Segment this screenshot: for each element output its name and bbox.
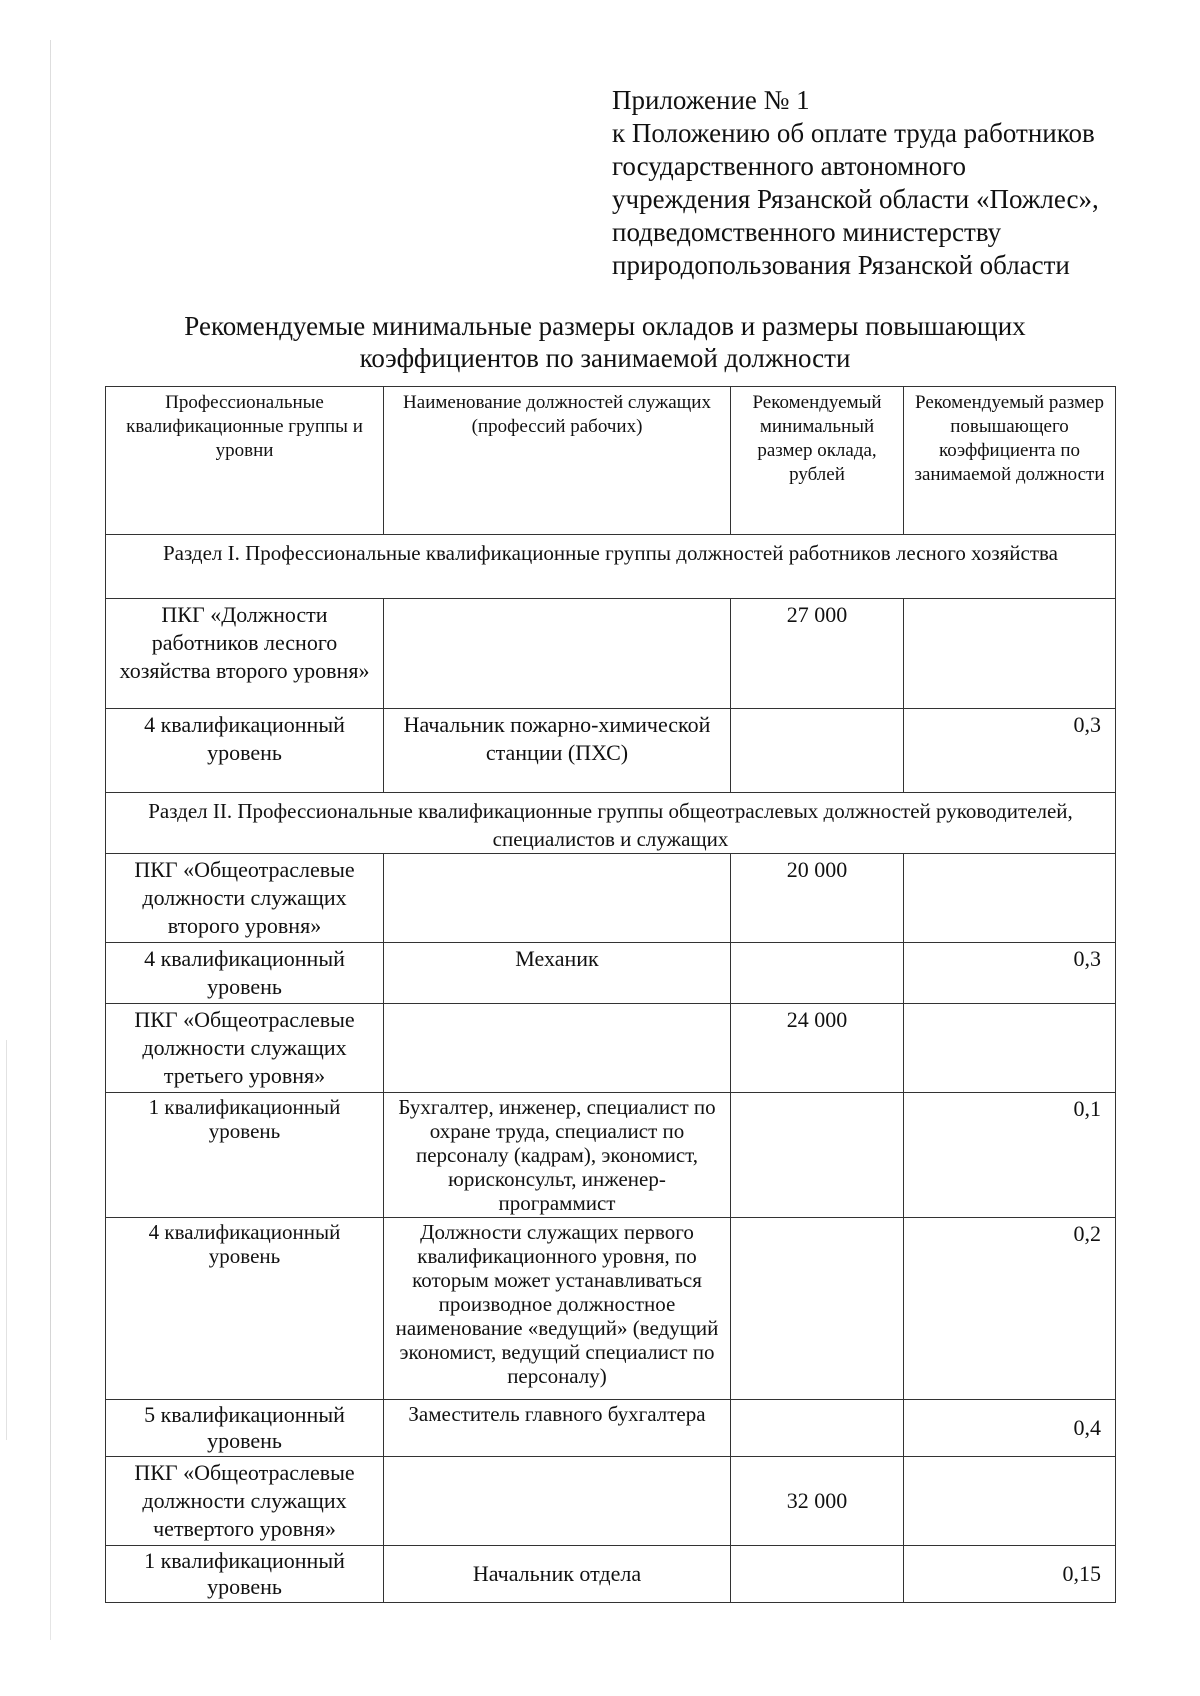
appendix-line: учреждения Рязанской области «Пожлес», xyxy=(612,184,1099,214)
group-cell: 4 квалификационный уровень xyxy=(106,943,384,1004)
position-cell: Начальник пожарно-химической станции (ПХС) xyxy=(384,709,731,793)
header-cell-coefficient: Рекомендуемый размер повышающего коэффициента по занимаемой должности xyxy=(904,387,1116,535)
appendix-header xyxy=(612,84,1172,282)
position-cell xyxy=(384,1004,731,1093)
group-cell: ПКГ «Общеотраслевые должности служащих третьего уровня» xyxy=(106,1004,384,1093)
group-cell: 1 квалификационный уровень xyxy=(106,1093,384,1218)
group-cell: 1 квалификационный уровень xyxy=(106,1546,384,1603)
coefficient-cell: 0,4 xyxy=(904,1400,1116,1457)
group-cell: ПКГ «Общеотраслевые должности служащих второго уровня» xyxy=(106,854,384,943)
group-cell: 5 квалификационный уровень xyxy=(106,1400,384,1457)
coefficient-cell xyxy=(904,854,1116,943)
coefficient-cell: 0,3 xyxy=(904,709,1116,793)
position-cell xyxy=(384,1457,731,1546)
coefficient-cell: 0,1 xyxy=(904,1093,1116,1218)
position-cell: Механик xyxy=(384,943,731,1004)
header-cell-salary: Рекомендуемый минимальный размер оклада, рублей xyxy=(731,387,904,535)
title-line-1: Рекомендуемые минимальные размеры окладов и размеры повышающих xyxy=(184,311,1026,341)
salary-cell xyxy=(731,709,904,793)
appendix-line: подведомственного министерству xyxy=(612,217,1002,247)
table-header-row xyxy=(106,387,1116,535)
scan-artifact-line xyxy=(50,40,51,1640)
section-title-2: Раздел II. Профессиональные квалификационные группы общеотраслевых должностей руководителей, специалистов и служащих xyxy=(106,793,1116,854)
position-cell: Должности служащих первого квалификационного уровня, по которым может устанавливаться производное должностное наименование «ведущий» (ведущий экономист, ведущий специалист по персоналу) xyxy=(384,1218,731,1400)
scan-artifact-line xyxy=(6,1040,7,1440)
header-cell-groups: Профессиональные квалификационные группы и уровни xyxy=(106,387,384,535)
salary-cell: 32 000 xyxy=(731,1457,904,1546)
coefficient-cell xyxy=(904,1457,1116,1546)
table-row xyxy=(106,1093,1116,1218)
position-cell: Заместитель главного бухгалтера xyxy=(384,1400,731,1457)
salary-cell xyxy=(731,1400,904,1457)
coefficient-cell: 0,15 xyxy=(904,1546,1116,1603)
table-row xyxy=(106,1546,1116,1603)
salary-cell: 27 000 xyxy=(731,599,904,709)
header-cell-positions: Наименование должностей служащих (профессий рабочих) xyxy=(384,387,731,535)
title-line-2: коэффициентов по занимаемой должности xyxy=(359,343,851,373)
group-cell: 4 квалификационный уровень xyxy=(106,1218,384,1400)
group-cell: ПКГ «Должности работников лесного хозяйства второго уровня» xyxy=(106,599,384,709)
table-row xyxy=(106,854,1116,943)
coefficient-cell xyxy=(904,1004,1116,1093)
section-row xyxy=(106,793,1116,854)
appendix-line: Приложение № 1 xyxy=(612,85,810,115)
salary-cell xyxy=(731,1218,904,1400)
coefficient-cell: 0,3 xyxy=(904,943,1116,1004)
table-row xyxy=(106,709,1116,793)
section-title-1: Раздел I. Профессиональные квалификационные группы должностей работников лесного хозяйства xyxy=(106,535,1116,599)
salary-cell xyxy=(731,943,904,1004)
table-row xyxy=(106,1400,1116,1457)
table-row xyxy=(106,599,1116,709)
salary-cell xyxy=(731,1093,904,1218)
salary-cell: 24 000 xyxy=(731,1004,904,1093)
position-cell: Бухгалтер, инженер, специалист по охране труда, специалист по персоналу (кадрам), экономист, юрисконсульт, инженер-программист xyxy=(384,1093,731,1218)
position-cell: Начальник отдела xyxy=(384,1546,731,1603)
salary-cell xyxy=(731,1546,904,1603)
table-row xyxy=(106,943,1116,1004)
table-row xyxy=(106,1004,1116,1093)
group-cell: ПКГ «Общеотраслевые должности служащих четвертого уровня» xyxy=(106,1457,384,1546)
table-row xyxy=(106,1457,1116,1546)
salary-table xyxy=(105,386,1116,1603)
group-cell: 4 квалификационный уровень xyxy=(106,709,384,793)
appendix-line: государственного автономного xyxy=(612,151,967,181)
appendix-line: природопользования Рязанской области xyxy=(612,250,1070,280)
appendix-line: к Положению об оплате труда работников xyxy=(612,118,1095,148)
position-cell xyxy=(384,599,731,709)
section-row xyxy=(106,535,1116,599)
position-cell xyxy=(384,854,731,943)
table-row xyxy=(106,1218,1116,1400)
coefficient-cell xyxy=(904,599,1116,709)
salary-cell: 20 000 xyxy=(731,854,904,943)
document-title xyxy=(100,310,1110,374)
coefficient-cell: 0,2 xyxy=(904,1218,1116,1400)
